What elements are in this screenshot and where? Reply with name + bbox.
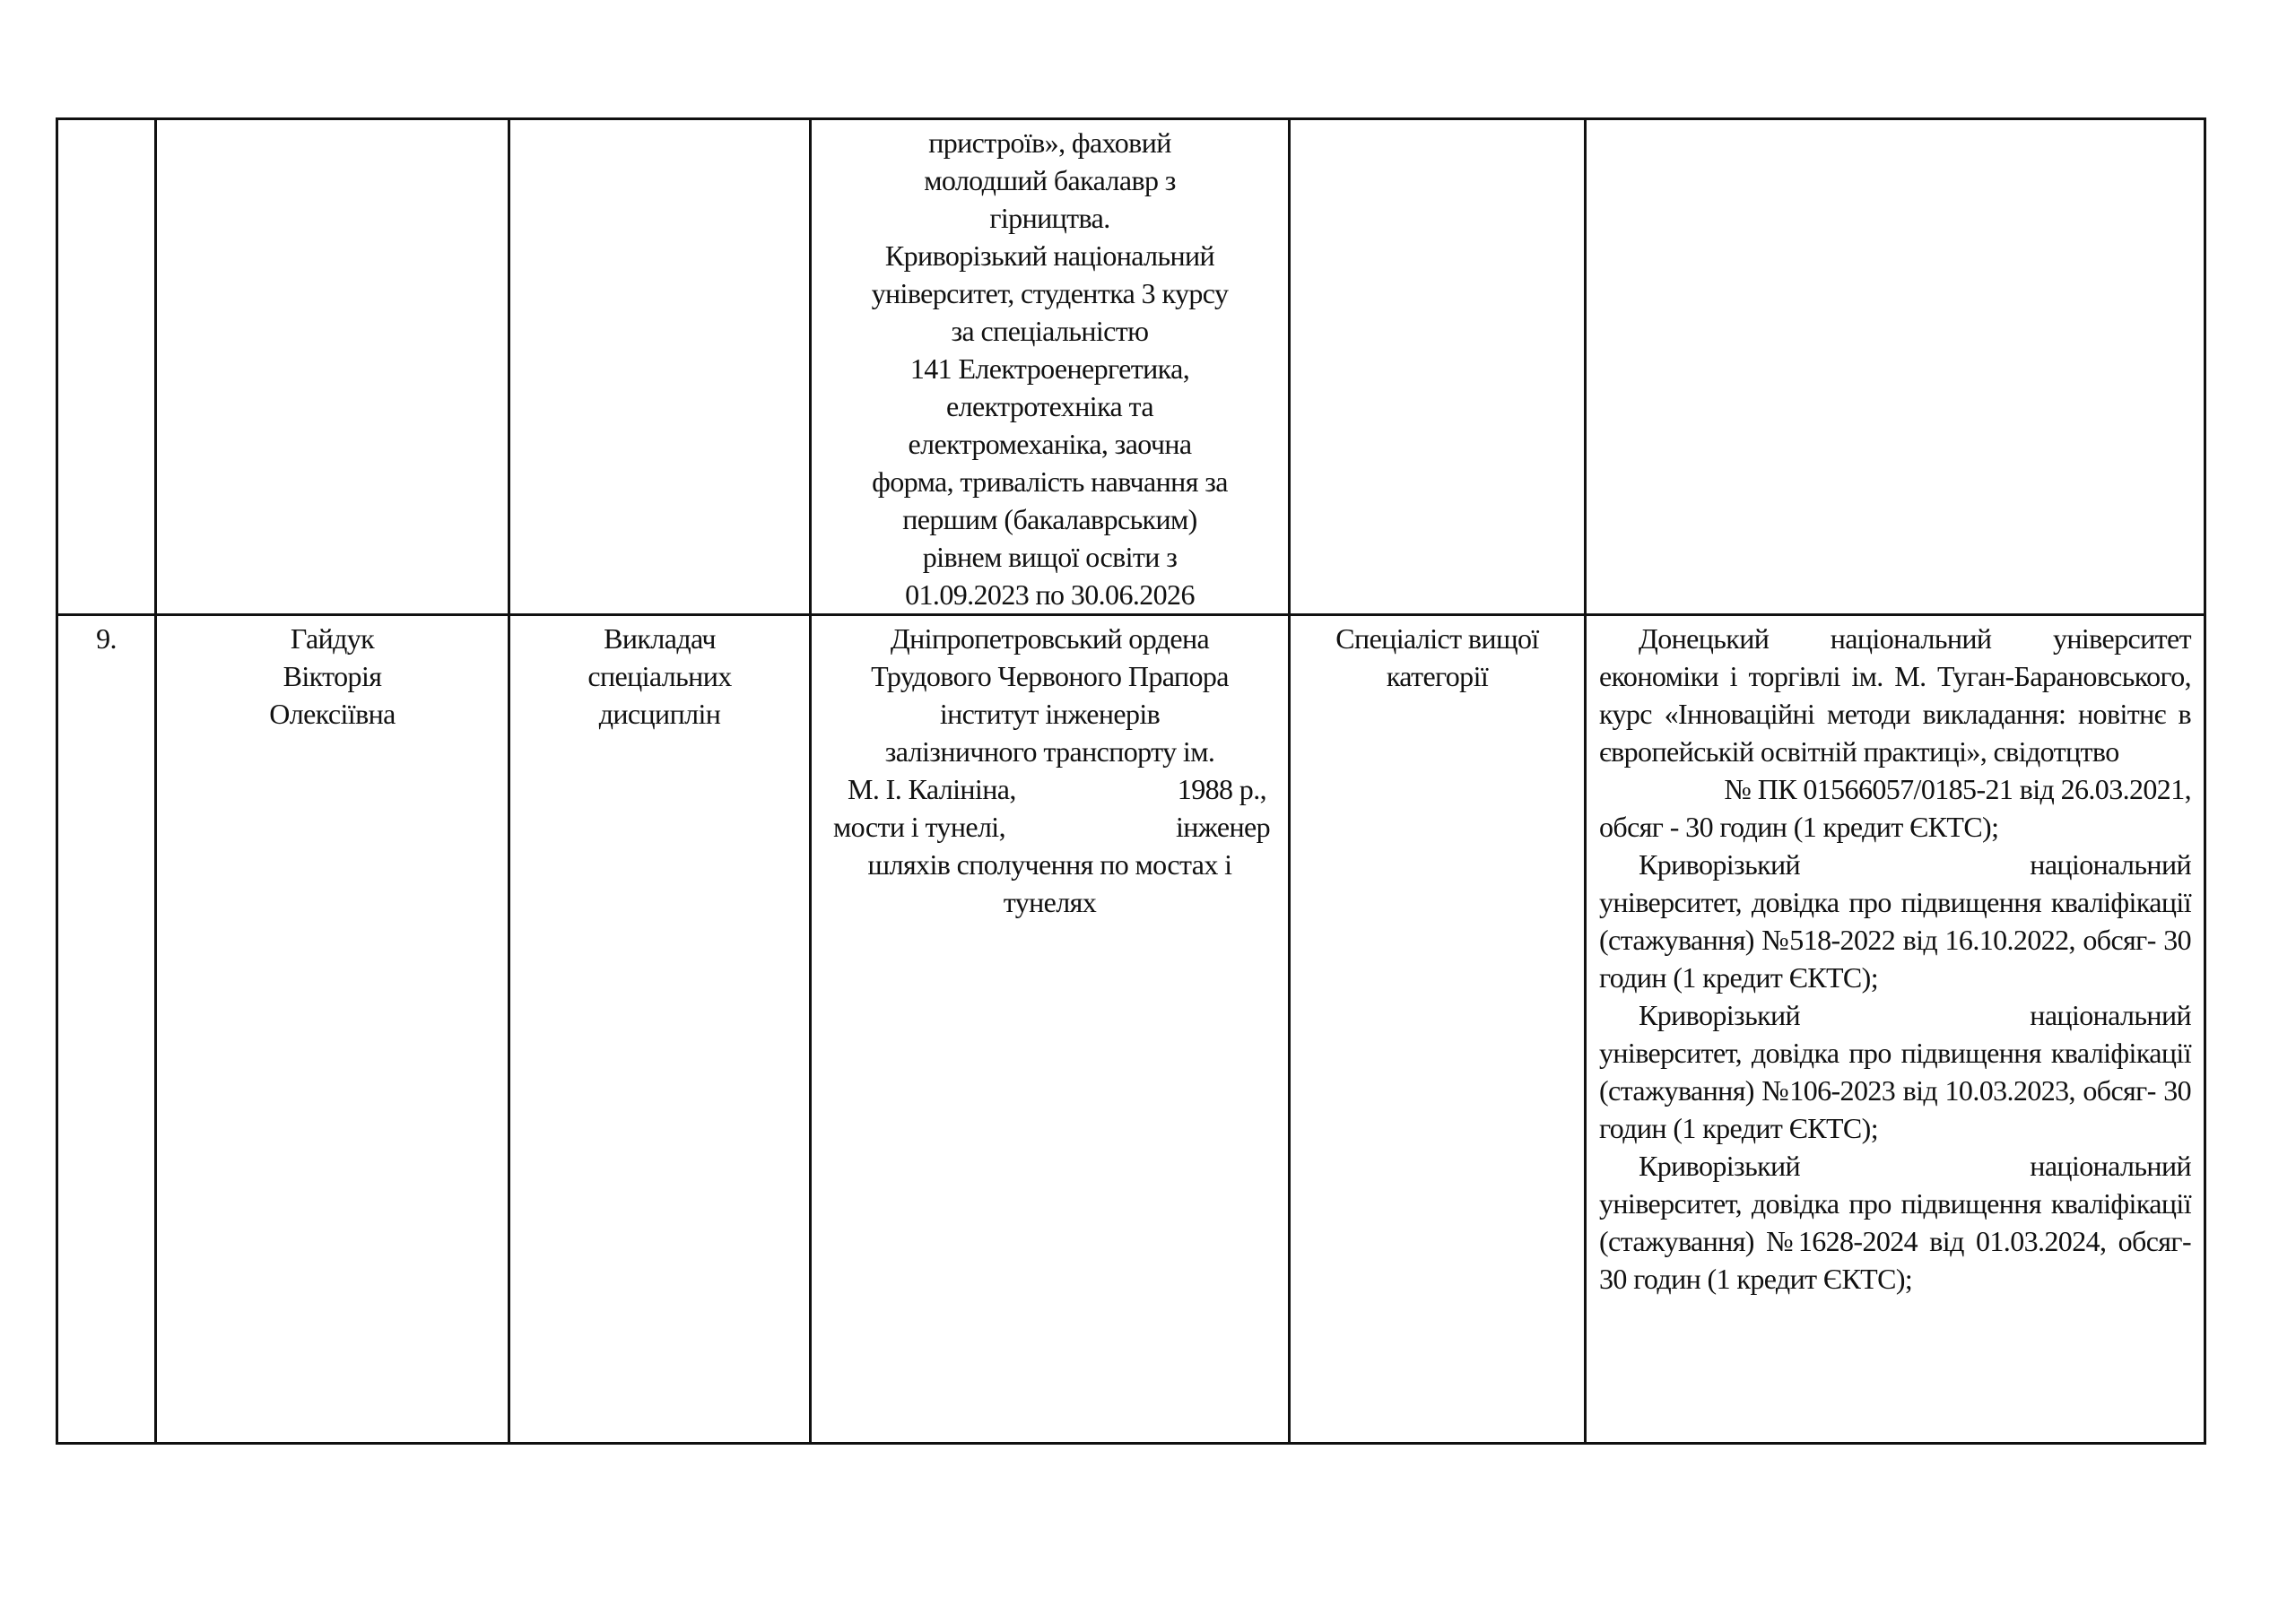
training-text: університет, довідка про підвищення кваліфікації (стажування) №106-2023 від 10.03.2023, обсяг- 30 годин (1 кредит ЄКТС);: [1599, 1037, 2191, 1144]
cell-education: [811, 615, 1290, 1444]
training-head: [1599, 1147, 2191, 1185]
training-text: Донецький національний університет економіки і торгівлі ім. М. Туган-Барановського, курс «Інноваційні методи викладання: новітнє в європейській освітній практиці», свідотцтво: [1599, 622, 2191, 768]
education-line: інститут інженерів: [939, 698, 1161, 730]
cell-category: [1290, 615, 1586, 1444]
training-entry: [1599, 620, 2191, 846]
education-line: 01.09.2023 по 30.06.2026: [905, 578, 1195, 611]
education-line: 141 Електроенергетика,: [909, 352, 1190, 385]
category-line: Спеціаліст вищої: [1335, 622, 1539, 655]
education-line: залізничного транспорту ім.: [884, 735, 1215, 768]
education-qualification: інженер: [1175, 811, 1270, 843]
education-year: 1988 р.,: [1177, 773, 1266, 805]
training-entry: [1599, 996, 2191, 1147]
training-institution-type: національний: [2030, 999, 2191, 1031]
position-line: спеціальних: [587, 660, 732, 692]
training-head: [1599, 996, 2191, 1034]
cell-training: [1586, 615, 2205, 1444]
row-number: 9.: [96, 622, 117, 655]
training-institution: Криворізький: [1639, 1150, 1801, 1182]
education-line: форма, тривалість навчання за: [872, 465, 1228, 498]
education-line: електромеханіка, заочна: [908, 428, 1192, 460]
education-line: Криворізький національний: [884, 239, 1215, 272]
education-text: М. І. Калініна,: [848, 773, 1016, 805]
cell-name: [156, 119, 509, 615]
training-text: університет, довідка про підвищення кваліфікації (стажування) №518-2022 від 16.10.2022, обсяг- 30 годин (1 кредит ЄКТС);: [1599, 886, 2191, 994]
cell-position: [509, 119, 811, 615]
cell-number: [57, 119, 156, 615]
training-entry: [1599, 846, 2191, 996]
training-volume: обсяг - 30 годин (1 кредит ЄКТС);: [1599, 811, 1999, 843]
cell-name: [156, 615, 509, 1444]
education-line: рівнем вищої освіти з: [922, 541, 1178, 573]
training-institution: Криворізький: [1639, 999, 1801, 1031]
training-institution-type: національний: [2030, 848, 2191, 881]
education-line: тунелях: [1003, 886, 1097, 918]
education-line: [824, 770, 1275, 808]
surname: Гайдук: [290, 622, 375, 655]
training-head: [1599, 846, 2191, 883]
education-line: першим (бакалаврським): [902, 503, 1197, 535]
education-line: гірництва.: [989, 202, 1110, 234]
cell-number: [57, 615, 156, 1444]
training-institution: Криворізький: [1639, 848, 1801, 881]
certificate-number: № ПК 01566057/0185-21 від 26.03.2021,: [1724, 773, 2191, 805]
education-line: [824, 808, 1275, 846]
position-line: Викладач: [604, 622, 716, 655]
patronymic: Олексіївна: [269, 698, 396, 730]
education-specialty: мости і тунелі,: [833, 811, 1006, 843]
cell-training: [1586, 119, 2205, 615]
staff-table: [56, 117, 2206, 1445]
training-institution-type: національний: [2030, 1150, 2191, 1182]
education-line: пристроїв», фаховий: [928, 126, 1171, 159]
training-entry: [1599, 1147, 2191, 1298]
table-row-continued: [57, 119, 2205, 615]
table-row: [57, 615, 2205, 1444]
training-text: університет, довідка про підвищення кваліфікації (стажування) №1628-2024 від 01.03.2024, обсяг- 30 годин (1 кредит ЄКТС);: [1599, 1187, 2191, 1295]
education-line: за спеціальністю: [951, 315, 1149, 347]
education-line: університет, студентка 3 курсу: [871, 277, 1229, 309]
cell-category: [1290, 119, 1586, 615]
education-line: електротехніка та: [946, 390, 1153, 422]
education-line: шляхів сполучення по мостах і: [867, 848, 1232, 881]
cell-position: [509, 615, 811, 1444]
position-line: дисциплін: [598, 698, 721, 730]
education-line: Трудового Червоного Прапора: [871, 660, 1229, 692]
first-name: Вікторія: [283, 660, 382, 692]
cell-education: [811, 119, 1290, 615]
education-line: молодший бакалавр з: [924, 164, 1176, 196]
category-line: категорії: [1386, 660, 1489, 692]
education-line: Дніпропетровський ордена: [890, 622, 1210, 655]
